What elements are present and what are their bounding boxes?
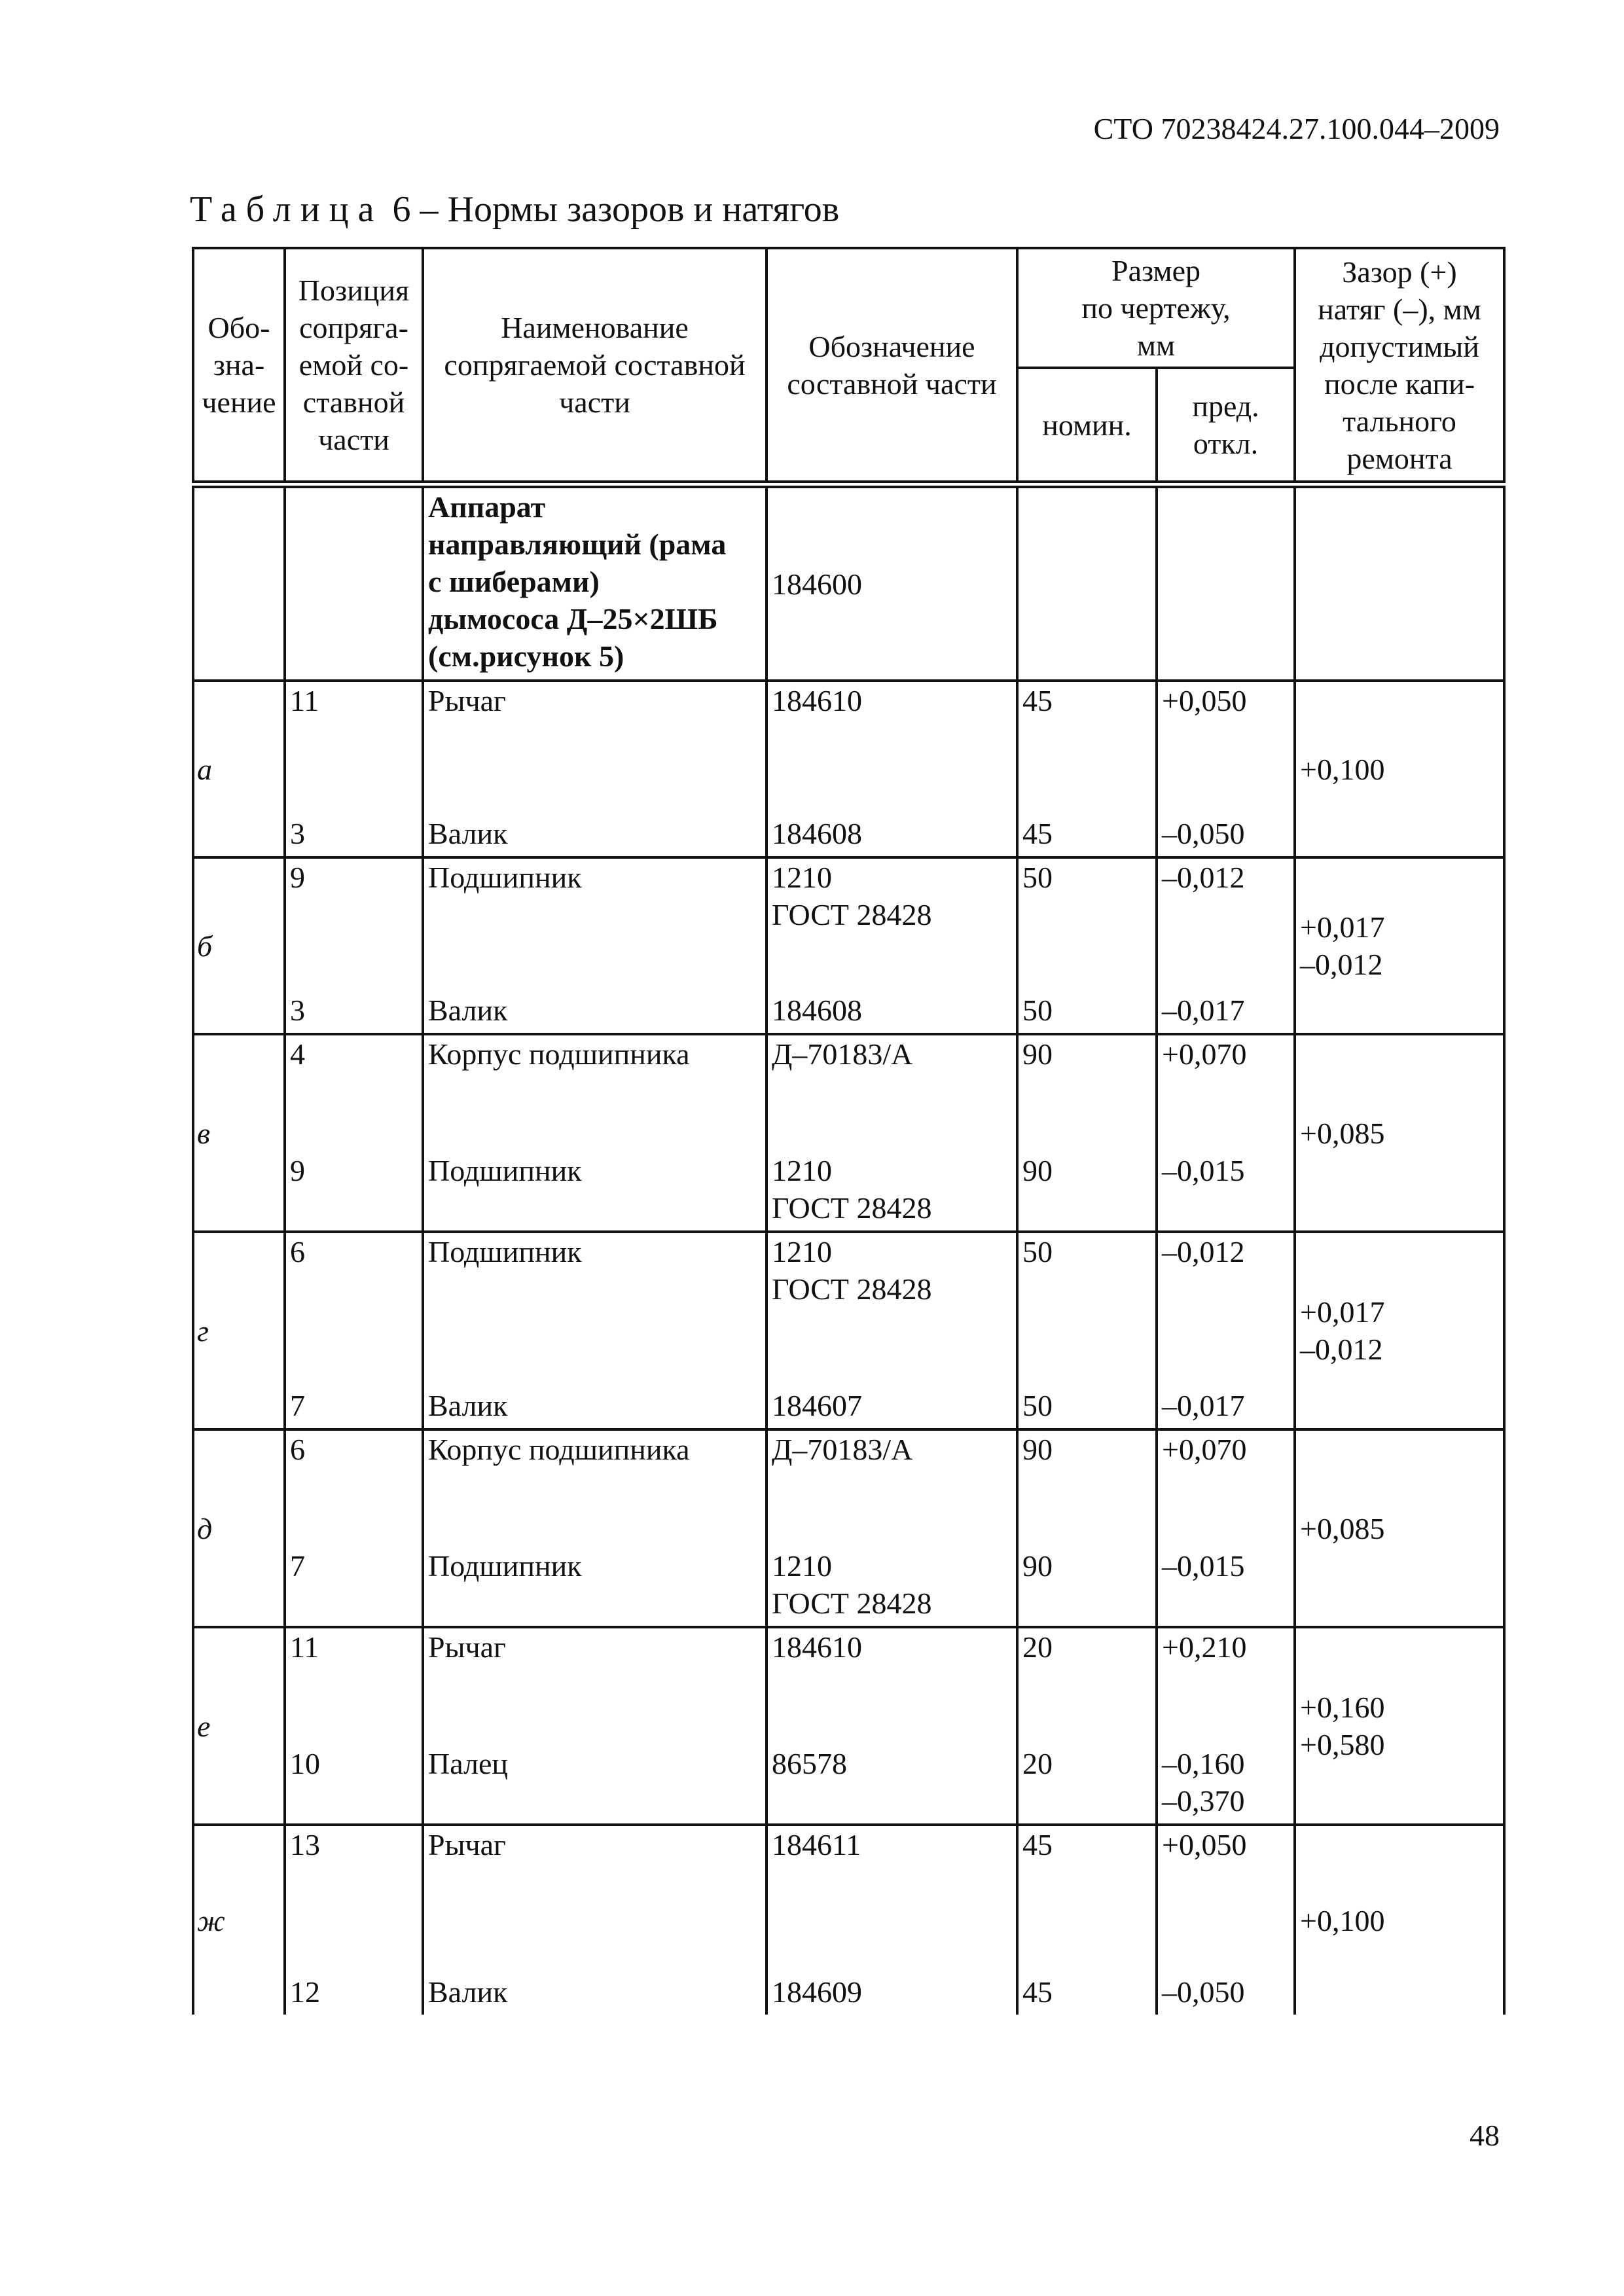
pairing-label: д <box>193 1429 285 1627</box>
assembly-nominal-cell <box>1017 484 1157 681</box>
top-part-deviation: +0,070 <box>1162 1433 1247 1466</box>
bottom-part-nominal: 50 <box>1022 1389 1053 1422</box>
pairing-position-cell <box>285 857 423 1034</box>
bottom-part-position: 12 <box>290 1975 320 2009</box>
bottom-part-nominal: 90 <box>1022 1154 1053 1187</box>
bottom-part-code: 184608 <box>772 817 862 850</box>
bottom-part-deviation: –0,017 <box>1162 1389 1245 1422</box>
pairing-code-cell <box>767 1627 1017 1825</box>
bottom-part-name: Валик <box>428 1975 508 2009</box>
pairing-deviation-cell <box>1157 681 1295 857</box>
bottom-part-position: 7 <box>290 1389 305 1422</box>
bottom-part-deviation: –0,017 <box>1162 994 1245 1027</box>
pairing-row <box>193 1627 1504 1825</box>
top-part-position: 13 <box>290 1828 320 1861</box>
bottom-part-nominal: 20 <box>1022 1747 1053 1780</box>
pairing-row <box>193 1232 1504 1429</box>
assembly-name: Аппарат направляющий (рама с шиберами) дымососа Д–25×2ШБ (см.рисунок 5) <box>423 484 767 681</box>
header-nominal: номин. <box>1017 368 1157 484</box>
top-part-name: Корпус подшипника <box>428 1037 690 1071</box>
pairing-row <box>193 1034 1504 1232</box>
pairing-gap: +0,100 <box>1295 681 1504 857</box>
pairing-deviation-cell <box>1157 1034 1295 1232</box>
bottom-part-deviation: –0,015 <box>1162 1549 1245 1583</box>
pairing-name-cell <box>423 681 767 857</box>
top-part-deviation: +0,050 <box>1162 1828 1247 1861</box>
caption-title: 6 – Нормы зазоров и натягов <box>392 189 840 230</box>
top-part-position: 11 <box>290 684 319 717</box>
top-part-deviation: +0,050 <box>1162 684 1247 717</box>
bottom-part-code: 86578 <box>772 1747 847 1780</box>
top-part-code: Д–70183/А <box>772 1037 913 1071</box>
top-part-name: Рычаг <box>428 1630 506 1664</box>
page-number: 48 <box>1470 2119 1500 2152</box>
bottom-part-nominal: 50 <box>1022 994 1053 1027</box>
bottom-part-deviation: –0,015 <box>1162 1154 1245 1187</box>
pairing-name-cell <box>423 1232 767 1429</box>
bottom-part-deviation: –0,050 <box>1162 1975 1245 2009</box>
assembly-gap-cell <box>1295 484 1504 681</box>
top-part-code: 184611 <box>772 1828 861 1861</box>
bottom-part-name: Валик <box>428 817 508 850</box>
header-size: Размер по чертежу, мм <box>1017 248 1295 368</box>
pairing-gap: +0,160 +0,580 <box>1295 1627 1504 1825</box>
pairing-gap: +0,017 –0,012 <box>1295 857 1504 1034</box>
top-part-name: Подшипник <box>428 1235 582 1268</box>
bottom-part-name: Валик <box>428 1389 508 1422</box>
pairing-deviation-cell <box>1157 1627 1295 1825</box>
pairing-label: е <box>193 1627 285 1825</box>
pairing-row <box>193 1825 1504 2015</box>
top-part-name: Рычаг <box>428 684 506 717</box>
top-part-code: 1210 ГОСТ 28428 <box>772 861 932 931</box>
top-part-nominal: 50 <box>1022 861 1053 894</box>
assembly-deviation-cell <box>1157 484 1295 681</box>
bottom-part-nominal: 90 <box>1022 1549 1053 1583</box>
pairing-row <box>193 1429 1504 1627</box>
pairing-code-cell <box>767 857 1017 1034</box>
pairing-gap: +0,100 <box>1295 1825 1504 2015</box>
pairing-name-cell <box>423 1429 767 1627</box>
bottom-part-code: 184607 <box>772 1389 862 1422</box>
top-part-nominal: 50 <box>1022 1235 1053 1268</box>
pairing-position-cell <box>285 1627 423 1825</box>
top-part-position: 11 <box>290 1630 319 1664</box>
pairing-deviation-cell <box>1157 1429 1295 1627</box>
bottom-part-name: Подшипник <box>428 1549 582 1583</box>
pairing-deviation-cell <box>1157 857 1295 1034</box>
top-part-position: 4 <box>290 1037 305 1071</box>
pairing-code-cell <box>767 1034 1017 1232</box>
pairing-deviation-cell <box>1157 1825 1295 2015</box>
pairing-code-cell <box>767 681 1017 857</box>
bottom-part-name: Подшипник <box>428 1154 582 1187</box>
pairing-label: ж <box>193 1825 285 2015</box>
pairing-code-cell <box>767 1429 1017 1627</box>
top-part-position: 9 <box>290 861 305 894</box>
top-part-code: Д–70183/А <box>772 1433 913 1466</box>
pairing-position-cell <box>285 1034 423 1232</box>
pairing-nominal-cell <box>1017 1627 1157 1825</box>
top-part-name: Рычаг <box>428 1828 506 1861</box>
top-part-deviation: +0,210 <box>1162 1630 1247 1664</box>
bottom-part-nominal: 45 <box>1022 1975 1053 2009</box>
pairing-nominal-cell <box>1017 1429 1157 1627</box>
pairing-deviation-cell <box>1157 1232 1295 1429</box>
bottom-part-position: 10 <box>290 1747 320 1780</box>
pairing-nominal-cell <box>1017 857 1157 1034</box>
pairing-nominal-cell <box>1017 1034 1157 1232</box>
pairing-position-cell <box>285 1232 423 1429</box>
pairing-position-cell <box>285 1825 423 2015</box>
pairing-code-cell <box>767 1825 1017 2015</box>
pairing-gap: +0,017 –0,012 <box>1295 1232 1504 1429</box>
bottom-part-position: 3 <box>290 994 305 1027</box>
document-code: СТО 70238424.27.100.044–2009 <box>1093 112 1500 145</box>
bottom-part-position: 7 <box>290 1549 305 1583</box>
pairing-gap: +0,085 <box>1295 1034 1504 1232</box>
pairing-name-cell <box>423 1825 767 2015</box>
pairing-nominal-cell <box>1017 1232 1157 1429</box>
pairing-name-cell <box>423 857 767 1034</box>
top-part-nominal: 45 <box>1022 1828 1053 1861</box>
header-position: Позиция сопряга- емой со- ставной части <box>285 248 423 484</box>
header-code: Обозначение составной части <box>767 248 1017 484</box>
pairing-row <box>193 857 1504 1034</box>
top-part-position: 6 <box>290 1235 305 1268</box>
pairing-label: а <box>193 681 285 857</box>
pairing-name-cell <box>423 1627 767 1825</box>
top-part-deviation: +0,070 <box>1162 1037 1247 1071</box>
top-part-code: 184610 <box>772 1630 862 1664</box>
top-part-position: 6 <box>290 1433 305 1466</box>
header-name: Наименование сопрягаемой составной части <box>423 248 767 484</box>
bottom-part-name: Палец <box>428 1747 509 1780</box>
bottom-part-code: 1210 ГОСТ 28428 <box>772 1154 932 1225</box>
top-part-nominal: 20 <box>1022 1630 1053 1664</box>
bottom-part-position: 3 <box>290 817 305 850</box>
pairing-code-cell <box>767 1232 1017 1429</box>
pairing-nominal-cell <box>1017 681 1157 857</box>
bottom-part-position: 9 <box>290 1154 305 1187</box>
assembly-position-cell <box>285 484 423 681</box>
header-deviation: пред. откл. <box>1157 368 1295 484</box>
bottom-part-code: 184609 <box>772 1975 862 2009</box>
pairing-gap: +0,085 <box>1295 1429 1504 1627</box>
bottom-part-code: 1210 ГОСТ 28428 <box>772 1549 932 1620</box>
pairing-label: в <box>193 1034 285 1232</box>
top-part-deviation: –0,012 <box>1162 861 1245 894</box>
pairing-nominal-cell <box>1017 1825 1157 2015</box>
top-part-nominal: 90 <box>1022 1037 1053 1071</box>
bottom-part-name: Валик <box>428 994 508 1027</box>
top-part-name: Подшипник <box>428 861 582 894</box>
caption-word: Таблица <box>190 189 384 230</box>
bottom-part-deviation: –0,160 –0,370 <box>1162 1747 1245 1818</box>
assembly-row <box>193 484 1504 681</box>
pairing-label: г <box>193 1232 285 1429</box>
bottom-part-nominal: 45 <box>1022 817 1053 850</box>
table-caption <box>190 188 839 230</box>
top-part-code: 1210 ГОСТ 28428 <box>772 1235 932 1306</box>
pairing-position-cell <box>285 681 423 857</box>
pairing-position-cell <box>285 1429 423 1627</box>
assembly-designation-cell <box>193 484 285 681</box>
top-part-code: 184610 <box>772 684 862 717</box>
top-part-name: Корпус подшипника <box>428 1433 690 1466</box>
pairing-label: б <box>193 857 285 1034</box>
assembly-code: 184600 <box>767 484 1017 681</box>
bottom-part-code: 184608 <box>772 994 862 1027</box>
top-part-nominal: 45 <box>1022 684 1053 717</box>
pairing-row <box>193 681 1504 857</box>
clearance-norms-table <box>192 247 1506 2015</box>
header-designation: Обо- зна- чение <box>193 248 285 484</box>
header-gap: Зазор (+) натяг (–), мм допустимый после капи- тального ремонта <box>1295 248 1504 484</box>
top-part-deviation: –0,012 <box>1162 1235 1245 1268</box>
top-part-nominal: 90 <box>1022 1433 1053 1466</box>
pairing-name-cell <box>423 1034 767 1232</box>
bottom-part-deviation: –0,050 <box>1162 817 1245 850</box>
